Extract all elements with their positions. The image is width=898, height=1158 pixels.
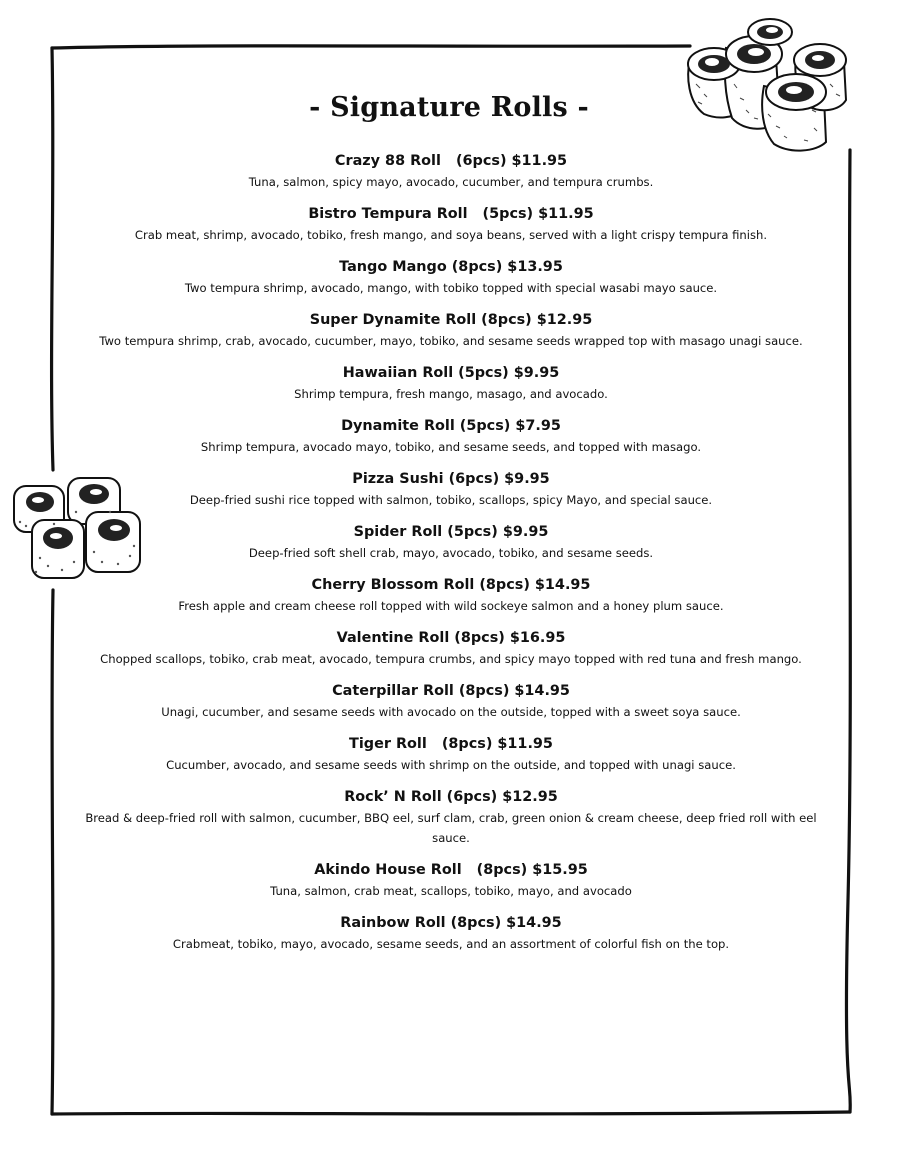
menu-item bbox=[66, 309, 836, 351]
menu-item-description: Deep-fried sushi rice topped with salmon, tobiko, scallops, spicy Mayo, and special sauce. bbox=[189, 493, 713, 507]
menu-item-description: Unagi, cucumber, and sesame seeds with avocado on the outside, topped with a sweet soya sauce. bbox=[161, 705, 741, 719]
menu-item-name: Dynamite Roll (5pcs) $7.95 bbox=[341, 418, 561, 434]
menu-item-name: Hawaiian Roll (5pcs) $9.95 bbox=[342, 365, 560, 381]
sushi-rolls-illustration bbox=[684, 14, 850, 154]
menu-item-name: Crazy 88 Roll (6pcs) $11.95 bbox=[334, 153, 568, 169]
menu-item-name: Spider Roll (5pcs) $9.95 bbox=[353, 524, 549, 540]
menu-item bbox=[66, 786, 836, 848]
menu-item-description: Crabmeat, tobiko, mayo, avocado, sesame seeds, and an assortment of colorful fish on the top. bbox=[172, 937, 730, 951]
menu-item-description: Two tempura shrimp, avocado, mango, with tobiko topped with special wasabi mayo sauce. bbox=[184, 281, 718, 295]
menu-item-name: Super Dynamite Roll (8pcs) $12.95 bbox=[309, 312, 593, 328]
menu-item-description: Chopped scallops, tobiko, crab meat, avocado, tempura crumbs, and spicy mayo topped with red tuna and fresh mango. bbox=[100, 652, 802, 666]
menu-item bbox=[66, 521, 836, 563]
menu-item-description: Shrimp tempura, fresh mango, masago, and avocado. bbox=[294, 387, 608, 401]
menu-item bbox=[66, 150, 836, 192]
menu-item-name: Akindo House Roll (8pcs) $15.95 bbox=[314, 862, 588, 878]
menu-item bbox=[66, 415, 836, 457]
menu-item-name: Valentine Roll (8pcs) $16.95 bbox=[336, 630, 566, 646]
menu-item bbox=[66, 859, 836, 901]
menu-item-name: Rock’ N Roll (6pcs) $12.95 bbox=[344, 789, 558, 805]
menu-item-name: Bistro Tempura Roll (5pcs) $11.95 bbox=[308, 206, 594, 222]
menu-item bbox=[66, 256, 836, 298]
menu-item bbox=[66, 203, 836, 245]
page-title: - Signature Rolls - bbox=[309, 92, 589, 123]
menu-item-name: Cherry Blossom Roll (8pcs) $14.95 bbox=[311, 577, 591, 593]
menu-item-list bbox=[66, 150, 836, 965]
menu-item bbox=[66, 468, 836, 510]
menu-item bbox=[66, 362, 836, 404]
menu-item bbox=[66, 912, 836, 954]
menu-item-description: Tuna, salmon, spicy mayo, avocado, cucumber, and tempura crumbs. bbox=[248, 175, 654, 189]
menu-item-name: Caterpillar Roll (8pcs) $14.95 bbox=[332, 683, 570, 699]
menu-item-description: Fresh apple and cream cheese roll topped with wild sockeye salmon and a honey plum sauce. bbox=[178, 599, 724, 613]
menu-item bbox=[66, 733, 836, 775]
menu-item bbox=[66, 680, 836, 722]
menu-item-description: Two tempura shrimp, crab, avocado, cucumber, mayo, tobiko, and sesame seeds wrapped top with masago unagi sauce. bbox=[99, 334, 803, 348]
menu-item-name: Tiger Roll (8pcs) $11.95 bbox=[349, 736, 553, 752]
menu-item-description: Cucumber, avocado, and sesame seeds with shrimp on the outside, and topped with unagi sauce. bbox=[166, 758, 736, 772]
menu-item bbox=[66, 627, 836, 669]
menu-item-name: Tango Mango (8pcs) $13.95 bbox=[339, 259, 563, 275]
menu-item-description: Tuna, salmon, crab meat, scallops, tobiko, mayo, and avocado bbox=[270, 884, 632, 898]
menu-item bbox=[66, 574, 836, 616]
menu-item-description: Shrimp tempura, avocado mayo, tobiko, and sesame seeds, and topped with masago. bbox=[200, 440, 702, 454]
menu-item-name: Rainbow Roll (8pcs) $14.95 bbox=[340, 915, 562, 931]
menu-item-description: Crab meat, shrimp, avocado, tobiko, fresh mango, and soya beans, served with a light crispy tempura finish. bbox=[134, 228, 768, 242]
menu-item-description: Deep-fried soft shell crab, mayo, avocado, tobiko, and sesame seeds. bbox=[248, 546, 654, 560]
menu-item-description: Bread & deep-fried roll with salmon, cucumber, BBQ eel, surf clam, crab, green onion & cream cheese, deep fried roll with eel sauce. bbox=[85, 811, 817, 845]
menu-item-name: Pizza Sushi (6pcs) $9.95 bbox=[352, 471, 550, 487]
